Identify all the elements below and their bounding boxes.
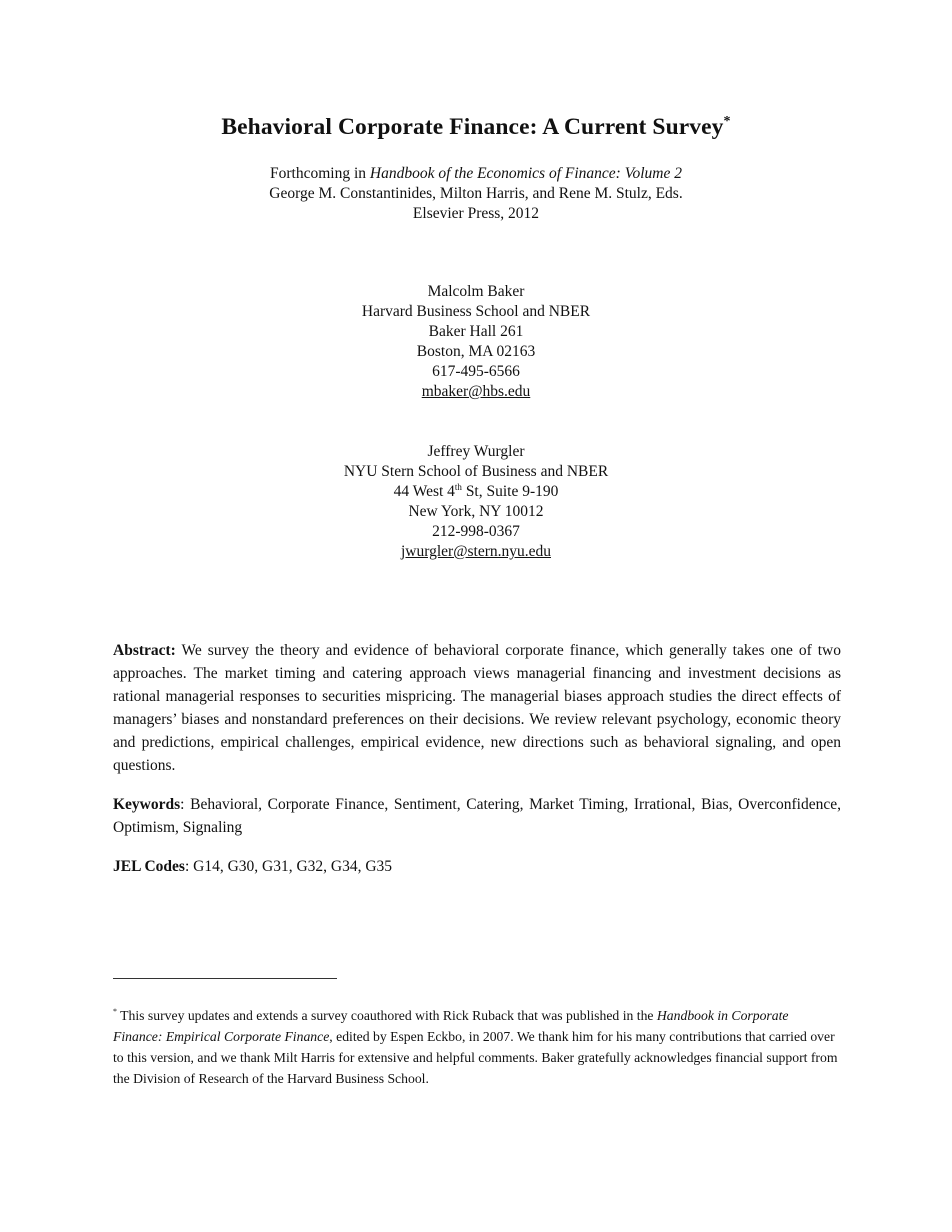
title-footnote-mark: * bbox=[723, 114, 731, 129]
jel-label: JEL Codes bbox=[113, 858, 185, 875]
pub-editors: George M. Constantinides, Milton Harris, and Rene M. Stulz, Eds. bbox=[269, 185, 683, 202]
author-name: Malcolm Baker bbox=[427, 283, 525, 300]
pub-handbook: Handbook of the Economics of Finance: Volume 2 bbox=[369, 165, 682, 182]
footnote-text-2: , edited by Espen Eckbo, in 2007. We thank him for his many contributions that carried over to this version, and we thank Milt Harris for extensive and helpful comments. Baker gratefully acknowledges financial support from the Division of Research of the Harvard Business School. bbox=[113, 1029, 838, 1086]
pub-line-1 bbox=[0, 164, 952, 184]
author-address-line-1: Baker Hall 261 bbox=[428, 323, 524, 340]
keywords-label: Keywords bbox=[113, 796, 181, 813]
title-text: Behavioral Corporate Finance: A Current Survey bbox=[221, 114, 724, 140]
abstract-text: We survey the theory and evidence of behavioral corporate finance, which generally takes one of two approaches. The market timing and catering approach views managerial financing and investment decisions as rational managerial responses to securities mispricing. The managerial biases approach studies the direct effects of managers’ biases and nonstandard preferences on their decisions. We review relevant psychology, economic theory and predictions, empirical challenges, empirical evidence, new directions such as behavioral signaling, and open questions. bbox=[113, 642, 841, 774]
author-block-baker bbox=[0, 282, 952, 402]
ordinal-suffix: th bbox=[454, 482, 462, 492]
address-street-rest: St, Suite 9-190 bbox=[461, 483, 559, 500]
author-affiliation: NYU Stern School of Business and NBER bbox=[343, 463, 609, 480]
footnote-mark: * bbox=[113, 1007, 117, 1016]
footnote-divider bbox=[113, 978, 337, 979]
paper-title bbox=[0, 114, 952, 141]
author-email-link[interactable]: mbaker@hbs.edu bbox=[421, 383, 531, 400]
jel-text: : G14, G30, G31, G32, G34, G35 bbox=[184, 858, 393, 875]
author-block-wurgler bbox=[0, 442, 952, 562]
author-address-line-1 bbox=[0, 482, 952, 502]
keywords-paragraph bbox=[113, 793, 841, 839]
abstract-label: Abstract: bbox=[113, 642, 176, 659]
author-phone: 212-998-0367 bbox=[432, 523, 520, 540]
address-street-number: 44 West 4 bbox=[393, 483, 455, 500]
footnote bbox=[113, 1005, 841, 1089]
author-email-link[interactable]: jwurgler@stern.nyu.edu bbox=[400, 543, 551, 560]
jel-codes-paragraph bbox=[113, 855, 841, 878]
author-address-line-2: New York, NY 10012 bbox=[408, 503, 544, 520]
footnote-handbook-title: Handbook in Corporate Finance: Empirical Corporate Finance bbox=[113, 1008, 789, 1044]
keywords-text: : Behavioral, Corporate Finance, Sentiment, Catering, Market Timing, Irrational, Bias, Overconfidence, Optimism, Signaling bbox=[113, 796, 841, 836]
author-name: Jeffrey Wurgler bbox=[427, 443, 525, 460]
author-affiliation: Harvard Business School and NBER bbox=[361, 303, 591, 320]
publication-info bbox=[0, 164, 952, 224]
pub-prefix: Forthcoming in bbox=[270, 165, 370, 182]
author-address-line-2: Boston, MA 02163 bbox=[416, 343, 536, 360]
author-phone: 617-495-6566 bbox=[432, 363, 520, 380]
abstract-paragraph bbox=[113, 639, 841, 777]
footnote-text-1: This survey updates and extends a survey coauthored with Rick Ruback that was published in the bbox=[117, 1008, 657, 1023]
pub-press: Elsevier Press, 2012 bbox=[412, 205, 540, 222]
